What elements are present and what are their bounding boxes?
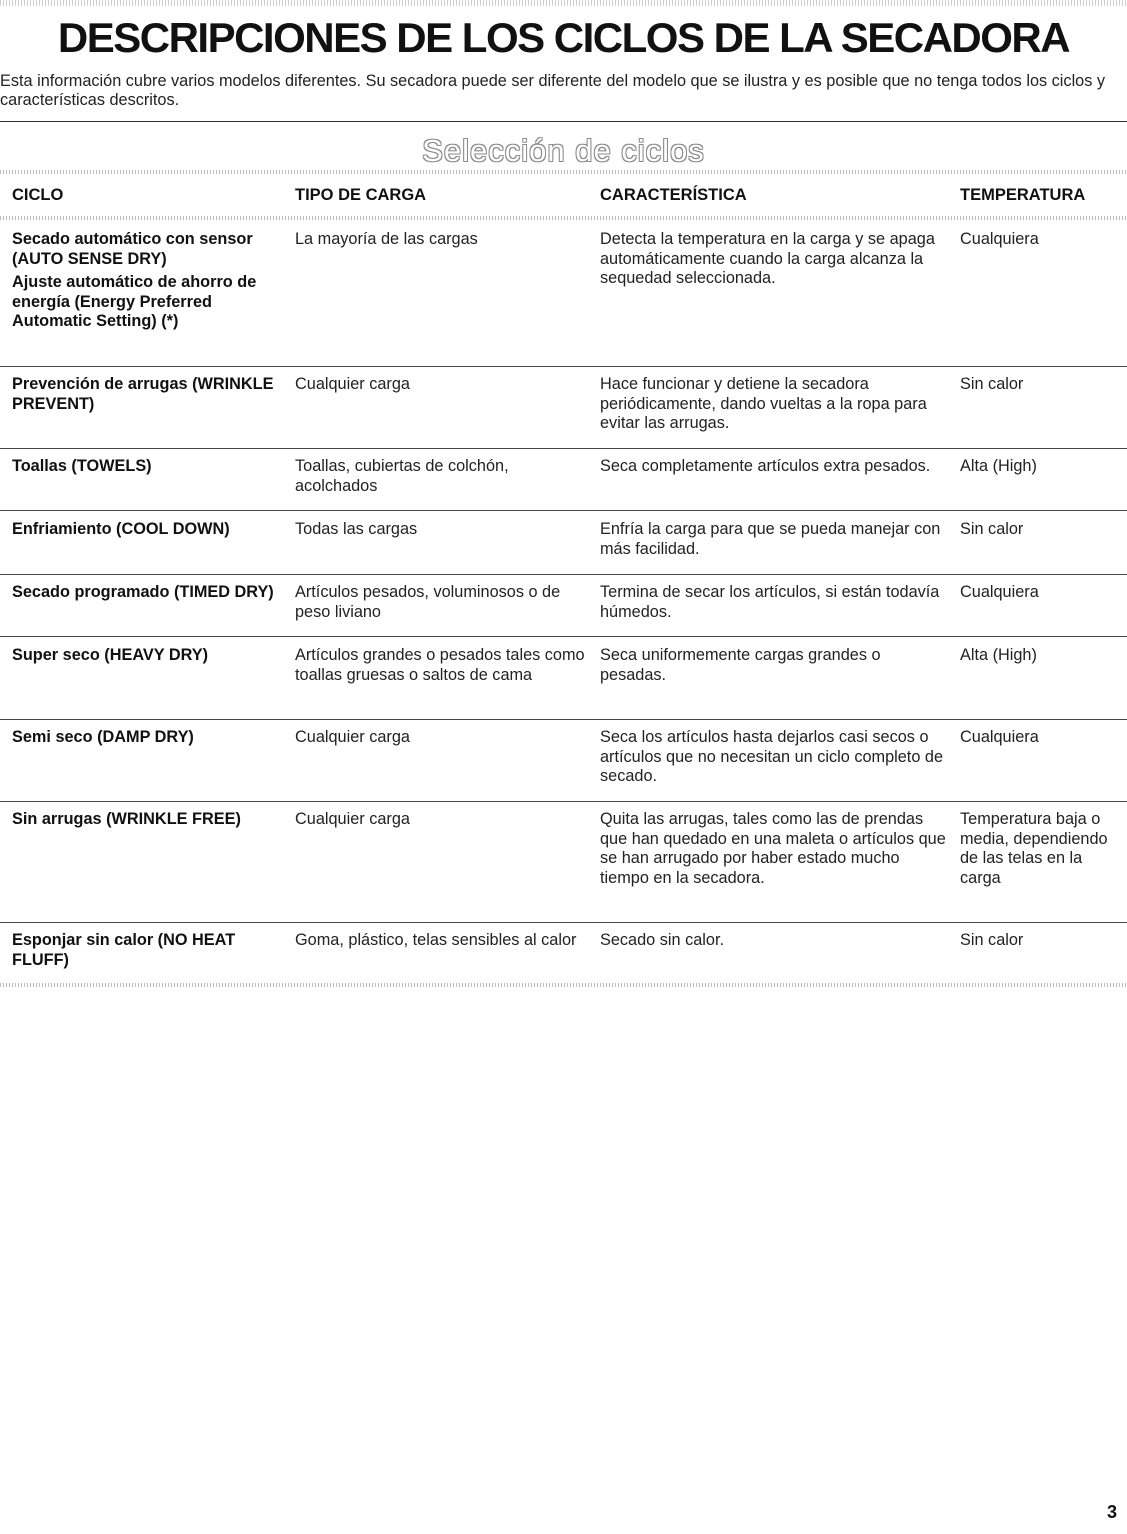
divider <box>0 121 1127 122</box>
top-hatch-bar <box>0 0 1127 6</box>
page-number: 3 <box>1106 1502 1117 1522</box>
temperature: Cualquiera <box>960 728 1039 746</box>
feature: Secado sin calor. <box>600 931 724 949</box>
load-type: Artículos grandes o pesados tales como toallas gruesas o saltos de cama <box>295 646 585 684</box>
section-title: Selección de ciclos <box>422 133 705 168</box>
cycle-name-text: Secado automático con sensor (AUTO SENSE DRY) <box>12 230 253 268</box>
load-type: Cualquier carga <box>295 375 410 393</box>
page-title: DESCRIPCIONES DE LOS CICLOS DE LA SECADORA <box>57 14 1070 61</box>
column-header-load: TIPO DE CARGA <box>295 186 427 204</box>
load-type: Cualquier carga <box>295 810 410 828</box>
feature: Termina de secar los artículos, si están todavía húmedos. <box>600 583 940 621</box>
cycle-name: Prevención de arrugas (WRINKLE PREVENT) <box>12 375 274 413</box>
intro-paragraph: Esta información cubre varios modelos diferentes. Su secadora puede ser diferente del modelo que se ilustra y es posible que no tenga todos los ciclos y características descritos. <box>0 72 1106 109</box>
table-row <box>0 810 1127 923</box>
table-row <box>0 931 1127 981</box>
feature: Seca los artículos hasta dejarlos casi secos o artículos que no necesitan un ciclo completo de secado. <box>600 728 944 785</box>
temperature: Sin calor <box>960 520 1024 538</box>
table-row <box>0 230 1127 367</box>
load-type: Cualquier carga <box>295 728 410 746</box>
header-top-hatch <box>0 170 1127 174</box>
temperature: Sin calor <box>960 931 1024 949</box>
header-bottom-hatch <box>0 216 1127 220</box>
table-row <box>0 375 1127 449</box>
load-type: Artículos pesados, voluminosos o de peso liviano <box>295 583 561 621</box>
temperature: Cualquiera <box>960 230 1039 248</box>
cycle-name: Super seco (HEAVY DRY) <box>12 646 209 664</box>
cycle-name: Semi seco (DAMP DRY) <box>12 728 194 746</box>
column-header-cycle: CICLO <box>12 186 64 204</box>
feature: Hace funcionar y detiene la secadora periódicamente, dando vueltas a la ropa para evitar las arrugas. <box>600 375 927 432</box>
load-type: Toallas, cubiertas de colchón, acolchados <box>295 457 509 495</box>
cycle-name: Secado programado (TIMED DRY) <box>12 583 274 601</box>
table-row <box>0 583 1127 637</box>
temperature: Cualquiera <box>960 583 1039 601</box>
cycle-name: Esponjar sin calor (NO HEAT FLUFF) <box>12 931 236 969</box>
load-type: La mayoría de las cargas <box>295 230 478 248</box>
feature: Enfría la carga para que se pueda manejar con más facilidad. <box>600 520 941 558</box>
table-row <box>0 457 1127 511</box>
temperature: Alta (High) <box>960 646 1037 664</box>
cycle-name: Enfriamiento (COOL DOWN) <box>12 520 230 538</box>
feature: Seca uniformemente cargas grandes o pesadas. <box>600 646 881 684</box>
feature: Seca completamente artículos extra pesados. <box>600 457 931 475</box>
temperature: Temperatura baja o media, dependiendo de las telas en la carga <box>960 810 1108 887</box>
column-header-temperature: TEMPERATURA <box>960 186 1086 204</box>
temperature: Sin calor <box>960 375 1024 393</box>
cycle-name: Toallas (TOWELS) <box>12 457 152 475</box>
load-type: Todas las cargas <box>295 520 418 538</box>
cycle-name: Sin arrugas (WRINKLE FREE) <box>12 810 241 828</box>
table-bottom-hatch <box>0 983 1127 987</box>
table-row <box>0 520 1127 575</box>
temperature: Alta (High) <box>960 457 1037 475</box>
load-type: Goma, plástico, telas sensibles al calor <box>295 931 577 949</box>
feature: Quita las arrugas, tales como las de prendas que han quedado en una maleta o artículos que se han arrugado por haber estado mucho tiempo en la secadora. <box>600 810 946 887</box>
cycle-sub-text: Ajuste automático de ahorro de energía (Energy Preferred Automatic Setting) (*) <box>12 273 257 330</box>
column-header-feature: CARACTERÍSTICA <box>600 186 747 204</box>
table-row <box>0 728 1127 802</box>
cycle-name <box>12 230 282 332</box>
feature: Detecta la temperatura en la carga y se apaga automáticamente cuando la carga alcanza la sequedad seleccionada. <box>600 230 935 287</box>
table-row <box>0 646 1127 720</box>
